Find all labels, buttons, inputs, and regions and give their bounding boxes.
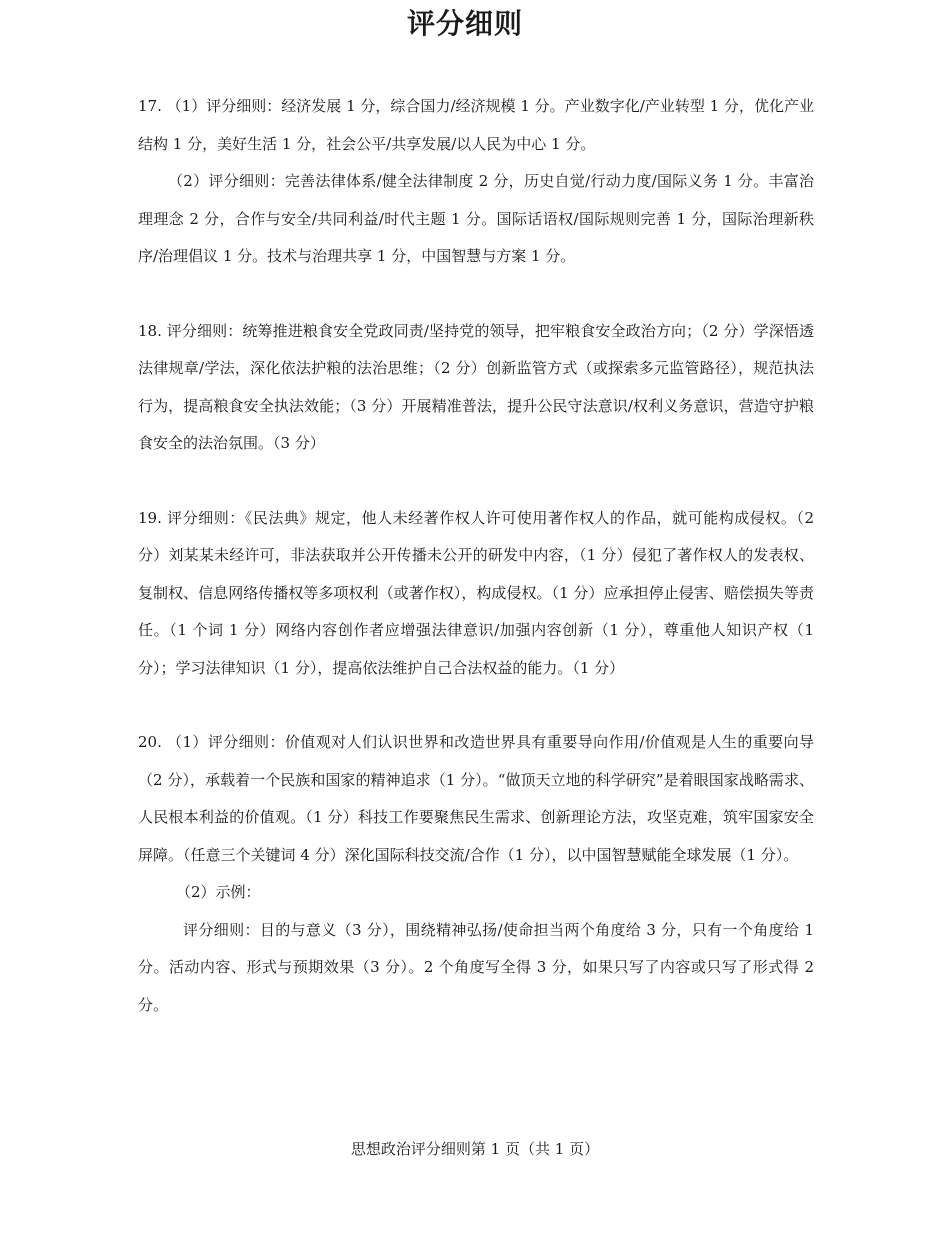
question-20-part-1: 20. （1）评分细则：价值观对人们认识世界和改造世界具有重要导向作用/价值观是人生的重要向导（2 分），承载着一个民族和国家的精神追求（1 分）。“做顶天立地的科学研究”是着眼国家战略需求、人民根本利益的价值观。（1 分）科技工作要聚焦民生需求、创新理论方法，攻坚克难，筑牢国家安全屏障。（任意三个关键词 4 分）深化国际科技交流/合作（1 分），以中国智慧赋能全球发展（1 分）。 xyxy=(138,733,814,864)
question-20 xyxy=(138,724,814,1024)
question-19-text: 19. 评分细则：《民法典》规定，他人未经著作权人许可使用著作权人的作品，就可能构成侵权。（2 分）刘某某未经许可，非法获取并公开传播未公开的研发中内容，（1 分）侵犯了著作权人的发表权、复制权、信息网络传播权等多项权利（或著作权），构成侵权。（1 分）应承担停止侵害、赔偿损失等责任。（1 个词 1 分）网络内容创作者应增强法律意识/加强内容创新（1 分），尊重他人知识产权（1 分）；学习法律知识（1 分），提高依法维护自己合法权益的能力。（1 分） xyxy=(138,508,814,677)
page-title: 评分细则 xyxy=(406,7,523,40)
question-18-text: 18. 评分细则：统筹推进粮食安全党政同责/坚持党的领导，把牢粮食安全政治方向；（2 分）学深悟透法律规章/学法，深化依法护粮的法治思维；（2 分）创新监管方式（或探索多元监管路径），规范执法行为，提高粮食安全执法效能；（3 分）开展精准普法，提升公民守法意识/权利义务意识，营造守护粮食安全的法治氛围。（3 分） xyxy=(138,321,814,452)
question-20-part-2-text: 评分细则：目的与意义（3 分），围绕精神弘扬/使命担当两个角度给 3 分，只有一个角度给 1 分。活动内容、形式与预期效果（3 分）。2 个角度写全得 3 分，如果只写了内容或只写了形式得 2 分。 xyxy=(138,920,814,1014)
question-17-part-2: （2）评分细则：完善法律体系/健全法律制度 2 分，历史自觉/行动力度/国际义务 1 分。丰富治理理念 2 分，合作与安全/共同利益/时代主题 1 分。国际话语权/国际规则完善 1 分，国际治理新秩序/治理倡议 1 分。技术与治理共享 1 分，中国智慧与方案 1 分。 xyxy=(138,172,814,265)
document-body xyxy=(138,88,814,1024)
question-19 xyxy=(138,500,814,688)
question-17-part-1: 17. （1）评分细则：经济发展 1 分，综合国力/经济规模 1 分。产业数字化/产业转型 1 分，优化产业结构 1 分，美好生活 1 分，社会公平/共享发展/以人民为中心 1 分。 xyxy=(138,97,814,153)
question-20-part-2-heading: （2）示例： xyxy=(176,883,261,901)
page-footer: 思想政治评分细则第 1 页（共 1 页） xyxy=(350,1140,600,1158)
question-18 xyxy=(138,313,814,463)
question-17 xyxy=(138,88,814,276)
